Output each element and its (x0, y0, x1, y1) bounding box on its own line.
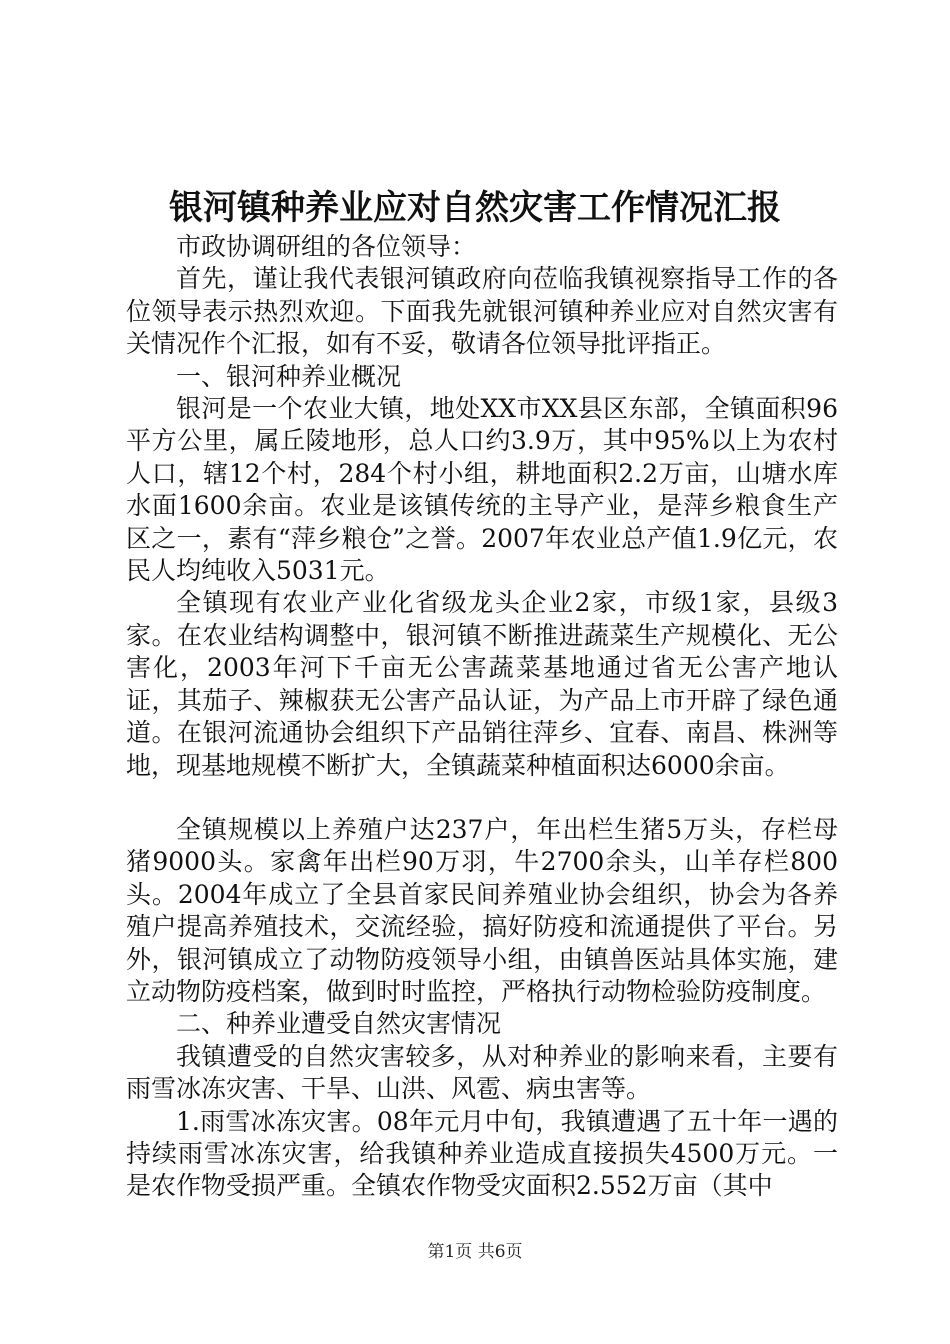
paragraph-disaster-types: 我镇遭受的自然灾害较多，从对种养业的影响来看，主要有雨雪冰冻灾害、干旱、山洪、风雹、病虫害等。 (126, 1041, 838, 1104)
document-body (126, 231, 838, 1203)
paragraph-ice-storm: 1.雨雪冰冻灾害。08年元月中旬，我镇遭遇了五十年一遇的持续雨雪冰冻灾害，给我镇种养业造成直接损失4500万元。一是农作物受损严重。全镇农作物受灾面积2.552万亩（其中 (126, 1106, 838, 1201)
section-heading-disasters: 二、种养业遭受自然灾害情况 (176, 1009, 502, 1039)
paragraph-gap (126, 782, 838, 814)
document-title: 银河镇种养业应对自然灾害工作情况汇报 (169, 188, 781, 228)
section-heading-overview: 一、银河种养业概况 (176, 361, 402, 391)
paragraph-vegetables: 全镇现有农业产业化省级龙头企业2家，市级1家，县级3家。在农业结构调整中，银河镇不断推进蔬菜生产规模化、无公害化，2003年河下千亩无公害蔬菜基地通过省无公害产地认证，其茄子、辣椒获无公害产品认证，为产品上市开辟了绿色通道。在银河流通协会组织下产品销往萍乡、宜春、南昌、株洲等地，现基地规模不断扩大，全镇蔬菜种植面积达6000余亩。 (126, 588, 838, 780)
page-number: 第1页 共6页 (427, 1242, 523, 1262)
paragraph-welcome: 首先，谨让我代表银河镇政府向莅临我镇视察指导工作的各位领导表示热烈欢迎。下面我先就银河镇种养业应对自然灾害有关情况作个汇报，如有不妥，敬请各位领导批评指正。 (126, 264, 838, 359)
salutation: 市政协调研组的各位领导： (176, 232, 477, 261)
paragraph-overview: 银河是一个农业大镇，地处XX市XX县区东部，全镇面积96平方公里，属丘陵地形，总人口约3.9万，其中95%以上为农村人口，辖12个村，284个村小组，耕地面积2.2万亩，山塘水库水面1600余亩。农业是该镇传统的主导产业，是萍乡粮食生产区之一，素有“萍乡粮仓”之誉。2007年农业总产值1.9亿元，农民人均纯收入5031元。 (126, 394, 838, 586)
paragraph-livestock: 全镇规模以上养殖户达237户，年出栏生猪5万头，存栏母猪9000头。家禽年出栏90万羽，牛2700余头，山羊存栏800头。2004年成立了全县首家民间养殖业协会组织，协会为各养殖户提高养殖技术，交流经验，搞好防疫和流通提供了平台。另外，银河镇成立了动物防疫领导小组，由镇兽医站具体实施，建立动物防疫档案，做到时时监控，严格执行动物检验防疫制度。 (126, 814, 838, 1006)
